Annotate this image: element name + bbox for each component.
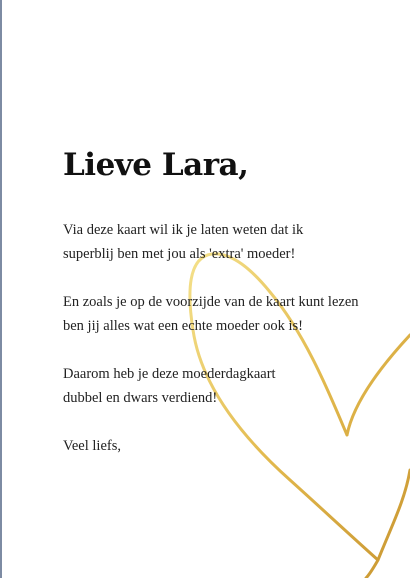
message-line: ben jij alles wat een echte moeder ook is!: [63, 318, 303, 334]
closing-line: [63, 434, 383, 458]
message-line: En zoals je op de voorzijde van de kaart kunt lezen: [63, 294, 359, 310]
message-line: Daarom heb je deze moederdagkaart: [63, 366, 276, 382]
message-line: dubbel en dwars verdiend!: [63, 390, 218, 406]
message-paragraph: [63, 362, 383, 410]
message-line: Veel liefs,: [63, 438, 121, 454]
message-paragraph: [63, 218, 383, 266]
message-line: Via deze kaart wil ik je laten weten dat ik: [63, 222, 304, 238]
message-line: superblij ben met jou als 'extra' moeder!: [63, 246, 296, 262]
message-body: [63, 218, 383, 482]
message-paragraph: [63, 290, 383, 338]
greeting-heading: Lieve Lara,: [63, 147, 249, 183]
